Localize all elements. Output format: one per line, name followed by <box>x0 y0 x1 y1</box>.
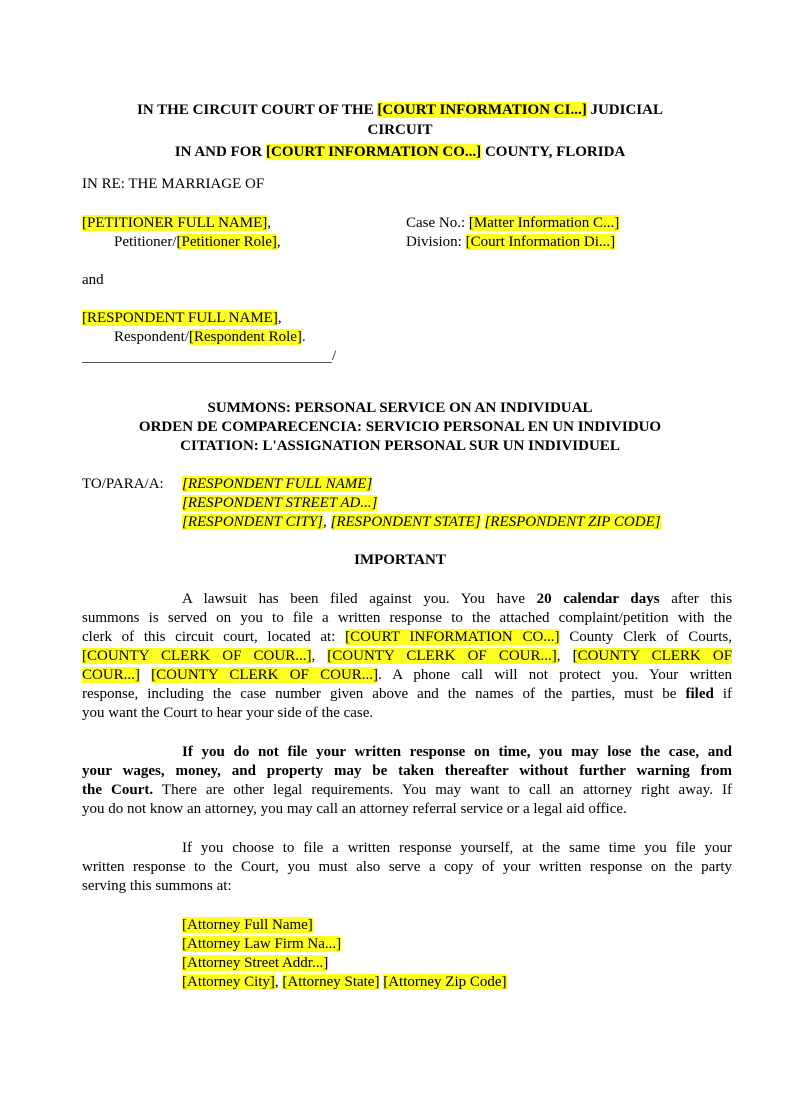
respondent-role-field[interactable]: [Respondent Role] <box>189 329 302 345</box>
clerk-address-field-3[interactable]: [COUNTY CLERK OF <box>572 648 733 664</box>
to-label: TO/PARA/A: <box>82 476 164 492</box>
to-respondent-name-field[interactable]: [RESPONDENT FULL NAME] <box>182 476 373 492</box>
para1-line-6 <box>82 685 732 704</box>
division-label: Division: <box>406 234 462 250</box>
attorney-state-field[interactable]: [Attorney State] <box>282 974 380 990</box>
court-header-line-1 <box>0 101 800 120</box>
para1-text: if <box>722 686 733 702</box>
attorney-city-field[interactable]: [Attorney City] <box>182 974 275 990</box>
summons-title-spanish: ORDEN DE COMPARECENCIA: SERVICIO PERSONAL EN UN INDIVIDUO <box>138 419 662 435</box>
court-header-text: JUDICIAL <box>590 102 663 118</box>
para1-text: County Clerk of Courts, <box>569 629 733 645</box>
para1-text: clerk of this circuit court, located at: <box>82 629 336 645</box>
attorney-street-field[interactable]: [Attorney Street Addr...] <box>182 955 329 971</box>
in-re-label: IN RE: THE MARRIAGE OF <box>82 176 265 192</box>
attorney-name-line <box>182 916 313 935</box>
para2-text: There are other legal requirements. You may want to call an attorney right away. If <box>161 782 732 798</box>
court-header-text: COUNTY, FLORIDA <box>484 144 626 160</box>
para2-line-1: If you do not file your written response on time, you may lose the case, and <box>182 744 732 760</box>
to-name-line <box>182 475 372 494</box>
petitioner-line: [PETITIONER FULL NAME], <box>82 215 272 231</box>
para1-line-1 <box>182 590 732 609</box>
para1-text: response, including the case number given above and the names of the parties, must be <box>82 686 677 702</box>
caption-slash: / <box>332 348 337 364</box>
to-respondent-zip-field[interactable]: [RESPONDENT ZIP CODE] <box>484 514 661 530</box>
to-respondent-state-field[interactable]: [RESPONDENT STATE] <box>330 514 481 530</box>
respondent-role-prefix: Respondent/ <box>114 329 189 345</box>
para1-line-7: you want the Court to hear your side of the case. <box>82 705 374 721</box>
para1-text: A lawsuit has been filed against you. You have <box>182 591 525 607</box>
attorney-firm-line <box>182 935 341 954</box>
petitioner-name-field[interactable]: [PETITIONER FULL NAME] <box>82 215 268 231</box>
para1-deadline: 20 calendar days <box>536 591 660 607</box>
attorney-street-line <box>182 954 328 973</box>
to-respondent-city-field[interactable]: [RESPONDENT CITY] <box>182 514 324 530</box>
para1-filed: filed <box>685 686 714 702</box>
to-city-line: [RESPONDENT CITY], [RESPONDENT STATE] [RESPONDENT ZIP CODE] <box>182 514 661 530</box>
caption-underline <box>82 362 332 363</box>
petitioner-role-line: Petitioner/[Petitioner Role], <box>114 234 281 250</box>
clerk-address-field-4[interactable]: [COUNTY CLERK OF COUR...] <box>151 667 379 683</box>
para2-line-2: your wages, money, and property may be taken thereafter without further warning from <box>82 763 732 779</box>
respondent-line: [RESPONDENT FULL NAME], <box>82 310 282 326</box>
para1-text: after this <box>671 591 733 607</box>
para2-bold: the Court. <box>82 782 154 798</box>
court-circuit-field[interactable]: [COURT INFORMATION CI...] <box>377 102 587 118</box>
to-respondent-street-field[interactable]: [RESPONDENT STREET AD...] <box>182 495 378 511</box>
to-street-line <box>182 494 377 513</box>
para1-line-5 <box>82 666 732 685</box>
petitioner-role-field[interactable]: [Petitioner Role] <box>176 234 277 250</box>
summons-title-french: CITATION: L'ASSIGNATION PERSONAL SUR UN INDIVIDUEL <box>180 438 620 454</box>
para1-line-2: summons is served on you to file a written response to the attached complaint/petition with the <box>82 610 732 626</box>
court-header-line-3 <box>0 143 800 162</box>
division-line <box>406 233 615 252</box>
attorney-city-line: [Attorney City], [Attorney State] [Attorney Zip Code] <box>182 974 507 990</box>
clerk-address-field-1[interactable]: [COUNTY CLERK OF COUR...] <box>82 648 312 664</box>
para1-text: . A phone call will not protect you. Your written <box>378 667 733 683</box>
petitioner-role-prefix: Petitioner/ <box>114 234 177 250</box>
case-number-line <box>406 214 619 233</box>
clerk-county-field[interactable]: [COURT INFORMATION CO...] <box>345 629 560 645</box>
respondent-name-field[interactable]: [RESPONDENT FULL NAME] <box>82 310 278 326</box>
respondent-role-line: Respondent/[Respondent Role]. <box>114 329 306 345</box>
court-header-text: IN AND FOR <box>174 144 263 160</box>
clerk-address-field-2[interactable]: [COUNTY CLERK OF COUR...] <box>327 648 557 664</box>
court-header-line-2: CIRCUIT <box>367 122 433 138</box>
para1-line-3 <box>82 628 732 647</box>
para2-line-4: you do not know an attorney, you may call an attorney referral service or a legal aid office. <box>82 801 627 817</box>
attorney-firm-field[interactable]: [Attorney Law Firm Na...] <box>182 936 342 952</box>
para3-line-1: If you choose to file a written response yourself, at the same time you file your <box>182 840 732 856</box>
court-header-text: IN THE CIRCUIT COURT OF THE <box>137 102 374 118</box>
para1-line-4: [COUNTY CLERK OF COUR...], [COUNTY CLERK OF COUR...], [COUNTY CLERK OF <box>82 648 733 664</box>
para3-line-3: serving this summons at: <box>82 878 232 894</box>
attorney-zip-field[interactable]: [Attorney Zip Code] <box>383 974 507 990</box>
clerk-address-field-3-cont[interactable]: COUR...] <box>82 667 140 683</box>
important-heading: IMPORTANT <box>354 552 446 568</box>
court-county-field[interactable]: [COURT INFORMATION CO...] <box>266 144 482 160</box>
case-number-field[interactable]: [Matter Information C...] <box>468 215 620 231</box>
and-label: and <box>82 272 104 288</box>
case-number-label: Case No.: <box>406 215 466 231</box>
summons-title-english: SUMMONS: PERSONAL SERVICE ON AN INDIVIDUAL <box>207 400 593 416</box>
para2-line-3 <box>82 781 732 800</box>
division-field[interactable]: [Court Information Di...] <box>465 234 616 250</box>
para3-line-2: written response to the Court, you must also serve a copy of your written response on the party <box>82 859 732 875</box>
attorney-name-field[interactable]: [Attorney Full Name] <box>182 917 313 933</box>
